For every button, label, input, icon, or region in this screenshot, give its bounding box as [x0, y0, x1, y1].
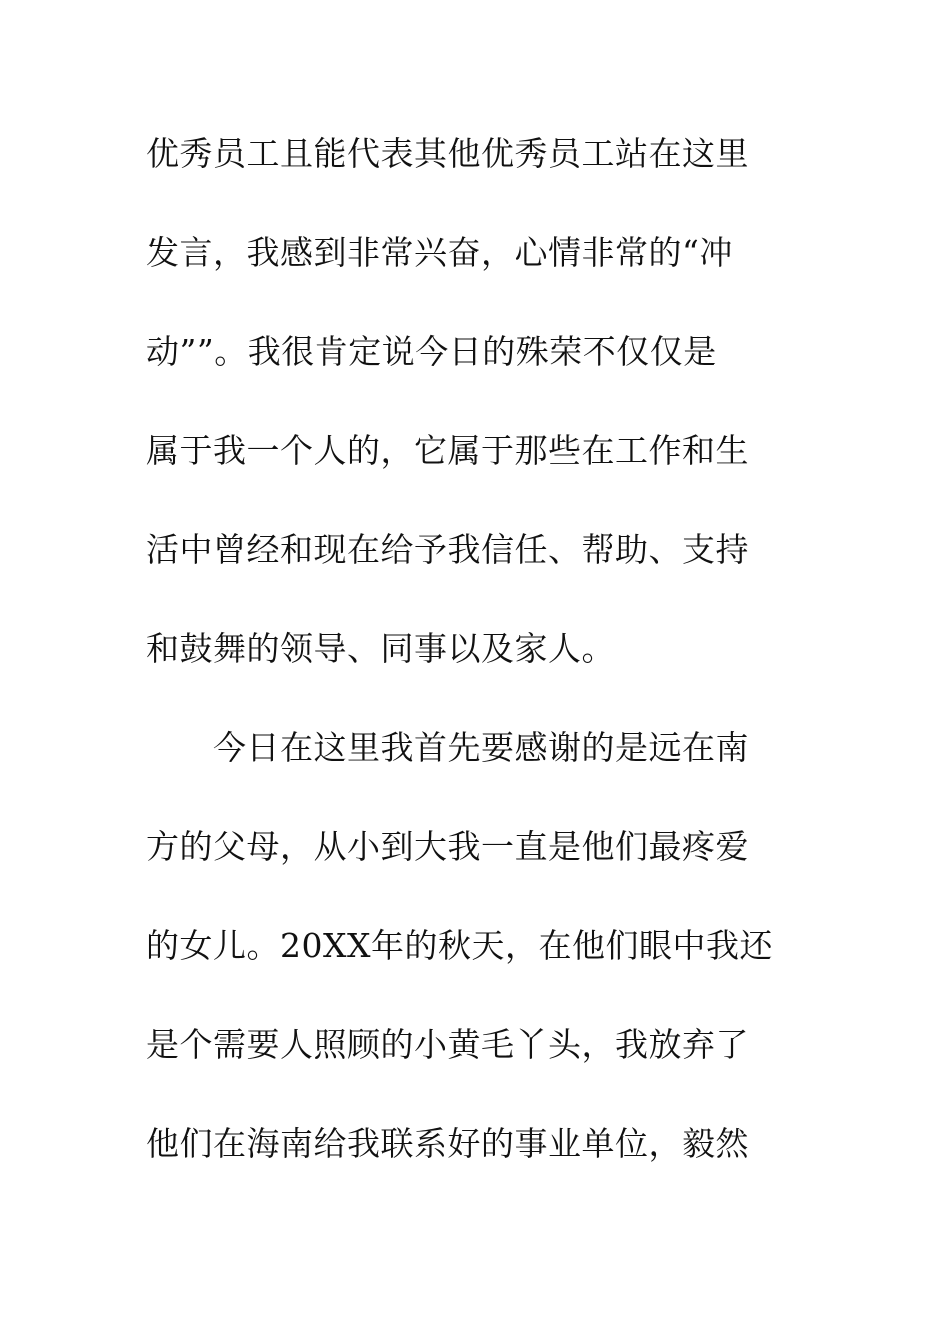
text-line: 方的父母，从小到大我一直是他们最疼爱 [146, 827, 749, 866]
text-line: 动””。我很肯定说今日的殊荣不仅仅是 [146, 332, 717, 371]
text-line: 优秀员工且能代表其他优秀员工站在这里 [146, 134, 749, 173]
body-text [146, 126, 806, 1215]
text-line: 是个需要人照顾的小黄毛丫头，我放弃了 [146, 1025, 749, 1064]
text-line: 属于我一个人的，它属于那些在工作和生 [146, 431, 749, 470]
text-line: 的女儿。20XX年的秋天，在他们眼中我还 [146, 926, 773, 965]
text-line: 活中曾经和现在给予我信任、帮助、支持 [146, 530, 749, 569]
text-line: 发言，我感到非常兴奋，心情非常的“冲 [146, 233, 733, 272]
text-line: 他们在海南给我联系好的事业单位，毅然 [146, 1124, 749, 1163]
text-line: 和鼓舞的领导、同事以及家人。 [146, 629, 615, 668]
text-line: 今日在这里我首先要感谢的是远在南 [146, 728, 749, 767]
